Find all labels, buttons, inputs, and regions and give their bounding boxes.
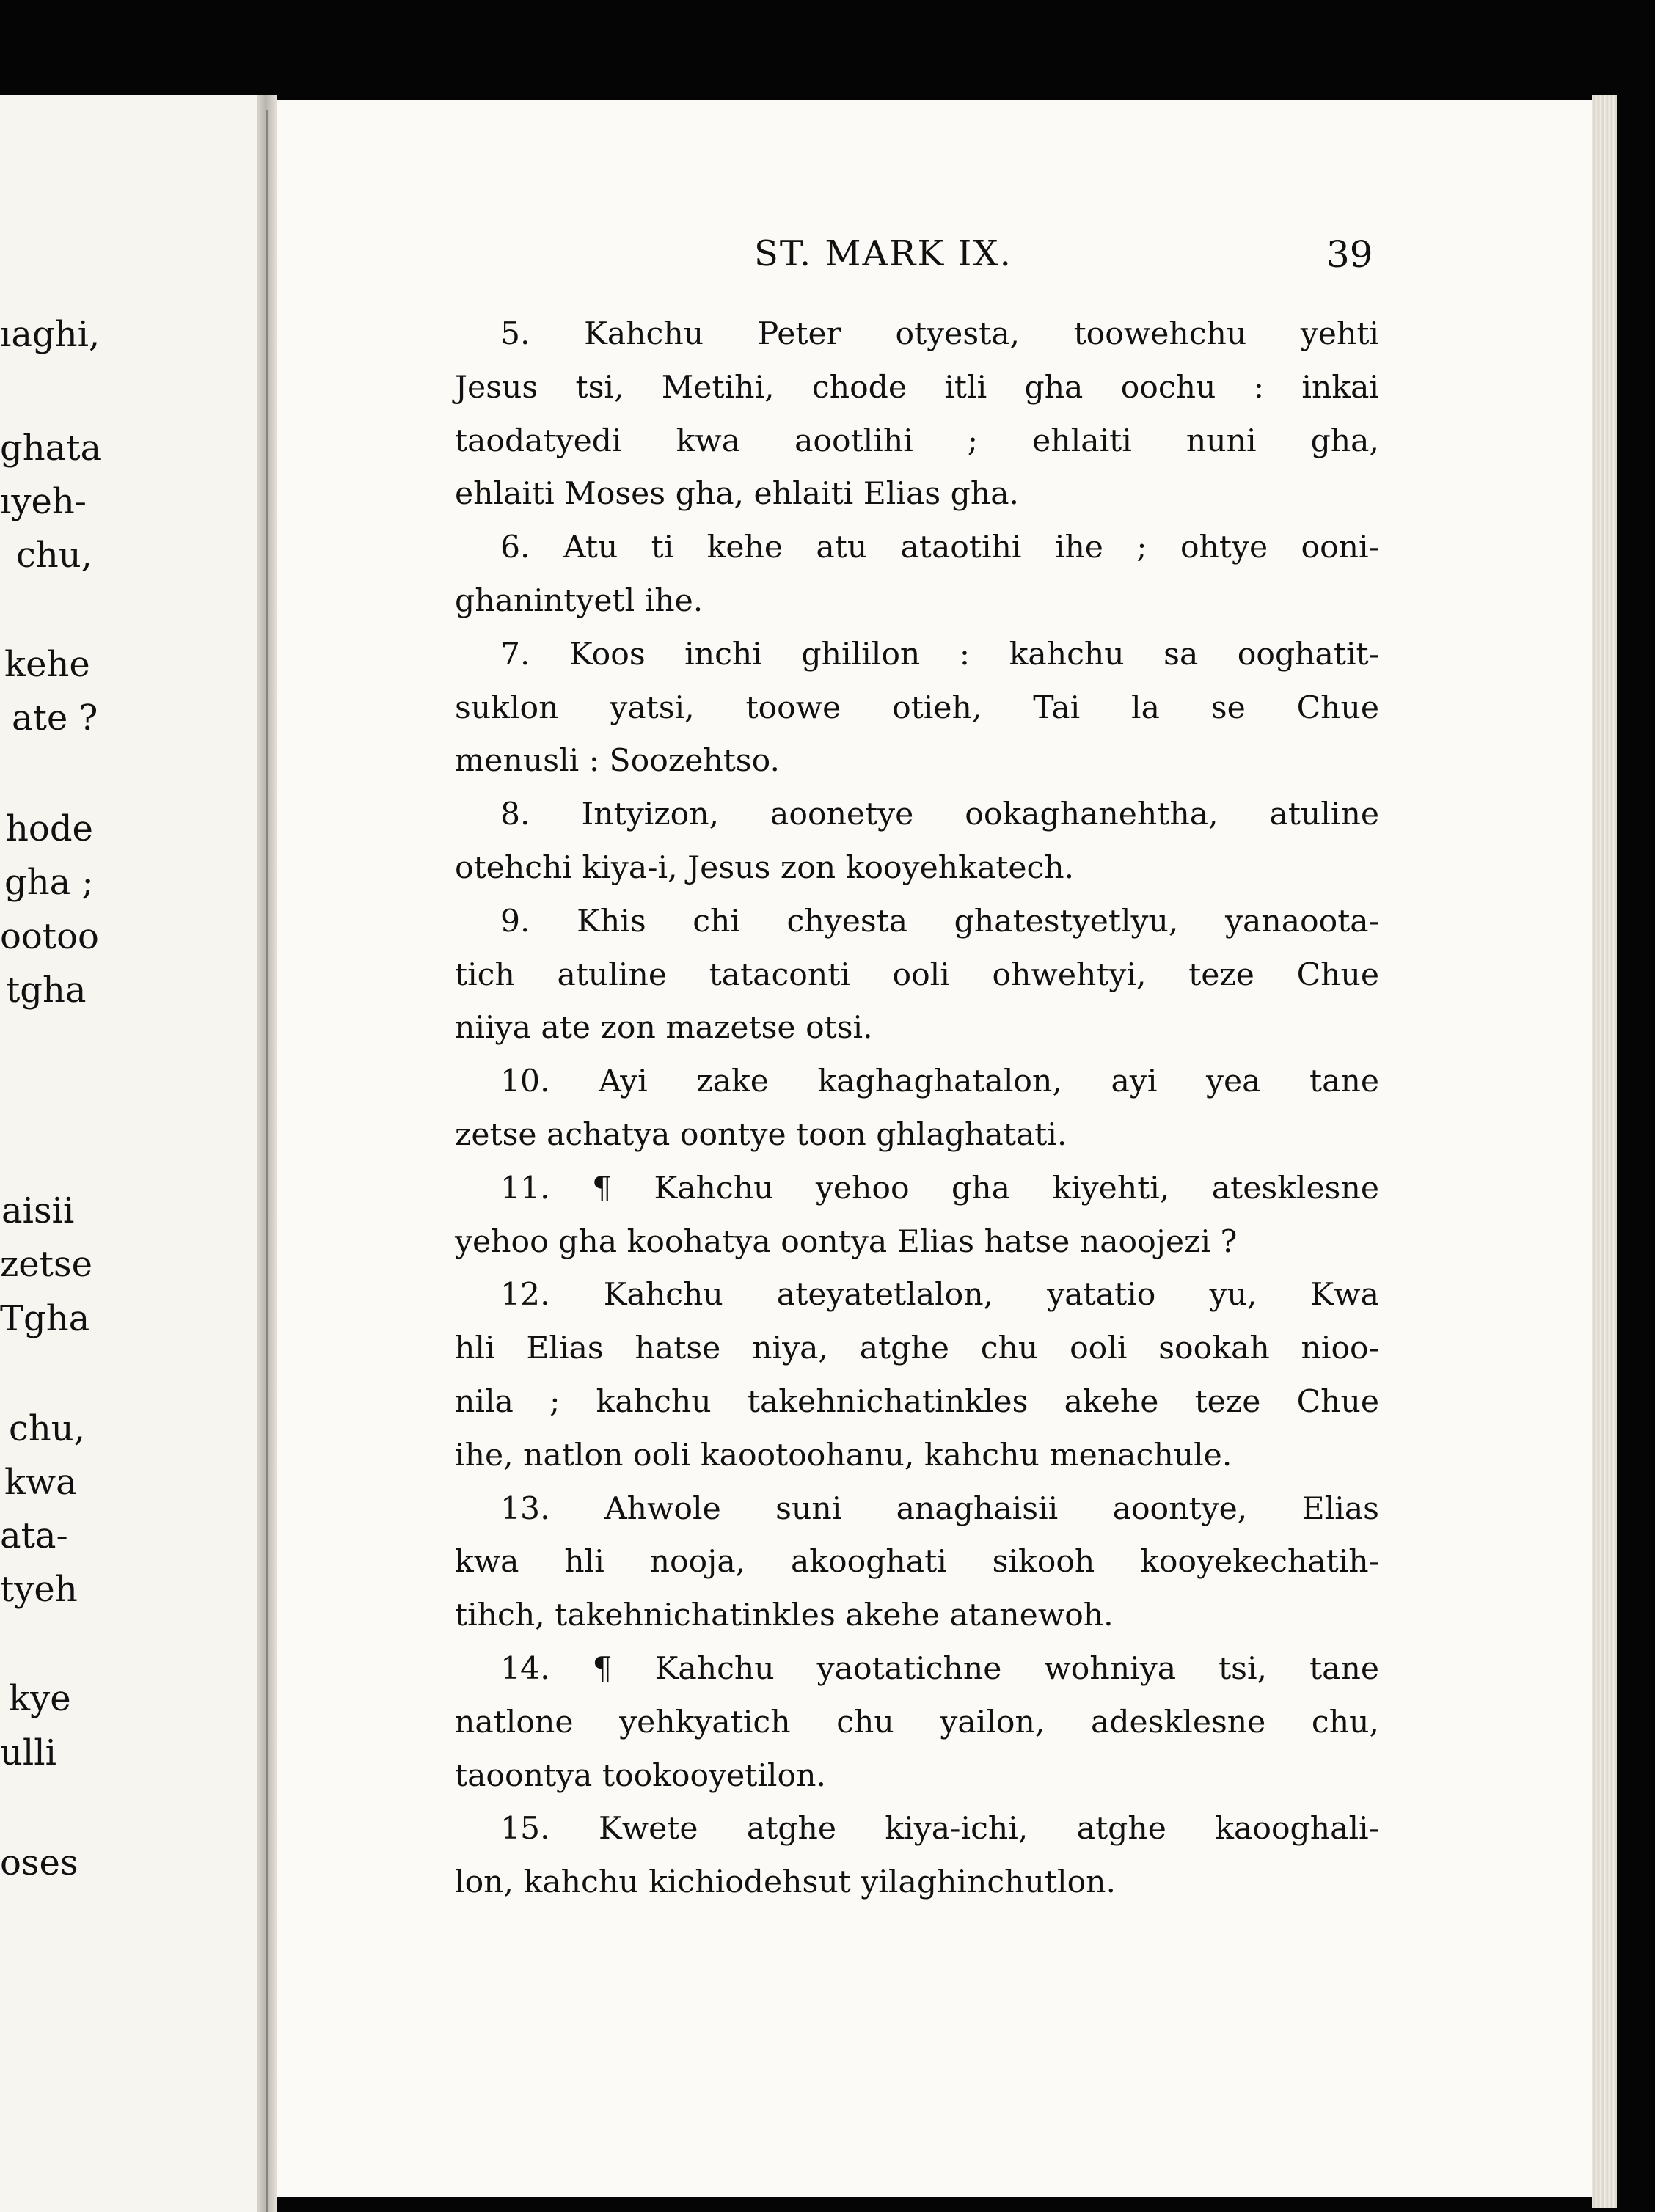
text-line: ihe, natlon ooli kaootoohanu, kahchu menachule. (455, 1437, 1232, 1473)
text-line: taoontya tookooyetilon. (455, 1757, 826, 1794)
text-line: 8. Intyizon, aoonetye ookaghanehtha, atuline (500, 796, 1379, 833)
text-line: suklon yatsi, toowe otieh, Tai la se Chue (455, 689, 1379, 726)
text-line: 5. Kahchu Peter otyesta, toowehchu yehti (500, 316, 1379, 352)
left-fragment: zetse (0, 1244, 93, 1285)
left-fragment: hode (6, 808, 93, 849)
text-line: ehlaiti Moses gha, ehlaiti Elias gha. (455, 476, 1020, 513)
left-fragment: chu, (9, 1408, 85, 1449)
left-fragment: kehe (4, 644, 90, 685)
text-line: ghanintyetl ihe. (455, 582, 704, 619)
running-head: ST. MARK IX. (754, 233, 1012, 274)
left-fragment: ıaghi, (0, 314, 101, 355)
text-line: tihch, takehnichatinkles akehe atanewoh. (455, 1597, 1114, 1634)
left-fragment: gha ; (4, 862, 94, 903)
left-fragment: ulli (0, 1732, 56, 1773)
text-line: 15. Kwete atghe kiya-ichi, atghe kaooghali- (500, 1811, 1379, 1847)
page-edges (1592, 95, 1617, 2208)
left-fragment: oses (0, 1842, 78, 1883)
text-line: 10. Ayi zake kaghaghatalon, ayi yea tane (500, 1063, 1379, 1100)
text-line: lon, kahchu kichiodehsut yilaghinchutlon. (455, 1864, 1117, 1901)
text-line: niiya ate zon mazetse otsi. (455, 1010, 873, 1047)
left-facing-page (0, 95, 270, 2212)
page-number: 39 (1326, 233, 1373, 276)
text-line: 12. Kahchu ateyatetlalon, yatatio yu, Kwa (500, 1277, 1379, 1314)
text-line: natlone yehkyatich chu yailon, adesklesne chu, (455, 1704, 1379, 1740)
left-fragment: ghata (0, 428, 102, 469)
text-line: taodatyedi kwa aootlihi ; ehlaiti nuni gha, (455, 422, 1379, 459)
text-line: 7. Koos inchi ghililon : kahchu sa ooghatit- (500, 636, 1379, 673)
text-line: 9. Khis chi chyesta ghatestyetlyu, yanaoota- (500, 903, 1379, 940)
text-line: 14. ¶ Kahchu yaotatichne wohniya tsi, tane (500, 1650, 1379, 1687)
left-fragment: ate ? (12, 697, 98, 739)
body-text (455, 308, 1379, 1910)
gutter-fold-line (266, 110, 268, 2212)
text-line: zetse achatya oontye toon ghlaghatati. (455, 1116, 1067, 1153)
text-line: yehoo gha koohatya oontya Elias hatse naoojezi ? (455, 1223, 1238, 1260)
text-line: menusli : Soozehtso. (455, 743, 780, 780)
left-fragment: ootoo (0, 916, 99, 957)
text-line: 13. Ahwole suni anaghaisii aoontye, Elias (500, 1490, 1379, 1527)
text-line: hli Elias hatse niya, atghe chu ooli sookah nioo- (455, 1330, 1379, 1367)
left-fragment: tyeh (0, 1569, 78, 1610)
text-line: 11. ¶ Kahchu yehoo gha kiyehti, atesklesne (500, 1170, 1379, 1206)
text-line: Jesus tsi, Metihi, chode itli gha oochu : inkai (455, 369, 1379, 406)
text-line: kwa hli nooja, akooghati sikooh kooyekechatih- (455, 1544, 1379, 1581)
text-line: tich atuline tataconti ooli ohwehtyi, teze Chue (455, 956, 1379, 993)
left-fragment: tgha (6, 970, 87, 1011)
left-fragment: ata- (0, 1515, 68, 1556)
left-fragment: kwa (4, 1462, 77, 1503)
text-line: 6. Atu ti kehe atu ataotihi ihe ; ohtye ooni- (500, 530, 1379, 566)
left-fragment: ıyeh- (0, 481, 87, 522)
left-fragment: aisii (1, 1190, 75, 1231)
left-fragment: chu, (16, 535, 92, 576)
text-line: nila ; kahchu takehnichatinkles akehe teze Chue (455, 1383, 1379, 1420)
text-line: otehchi kiya-i, Jesus zon kooyehkatech. (455, 849, 1075, 886)
left-fragment: kye (9, 1678, 71, 1719)
left-fragment: Tgha (0, 1298, 90, 1339)
